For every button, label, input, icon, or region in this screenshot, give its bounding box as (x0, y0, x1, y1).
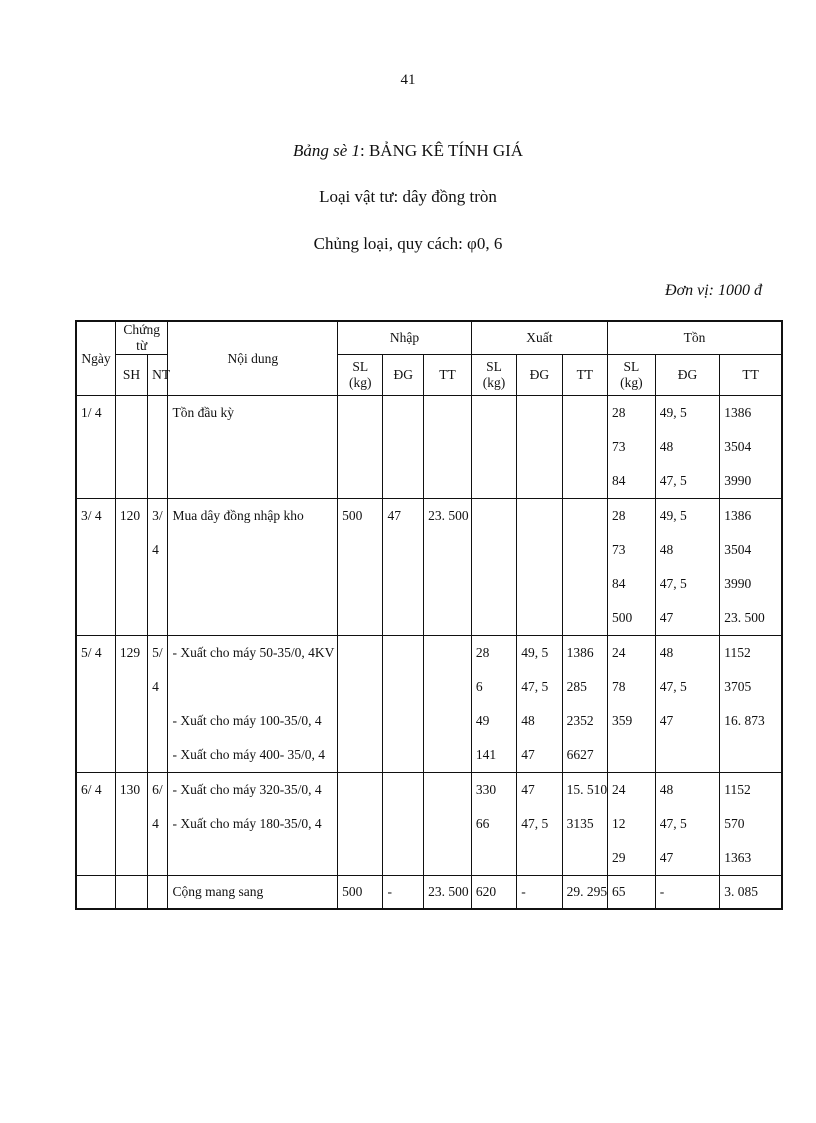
cell-ton-dg (655, 499, 720, 636)
cell-ngay (76, 773, 115, 876)
cell-line: 49 (475, 713, 490, 728)
cell-line: 47, 5 (659, 816, 687, 831)
cell-xuat-sl (471, 773, 516, 876)
total-xuat-tt: 29. 295 (562, 876, 607, 910)
cell-line: 3/ 4 (81, 508, 102, 523)
cell-line: 2352 (566, 713, 594, 728)
cell-nhap-dg (383, 636, 424, 773)
cell-xuat-sl (471, 396, 516, 499)
cell-line: 3135 (566, 816, 594, 831)
cell-line: 285 (566, 679, 587, 694)
cell-line: 5/ 4 (81, 645, 102, 660)
cell-nt (148, 499, 168, 636)
cell-line: 130 (119, 782, 141, 797)
cell-line (476, 499, 512, 533)
cell-sh (115, 499, 147, 636)
cell-line: 1386 (566, 645, 594, 660)
header-ton-tt: TT (720, 355, 782, 396)
cell-line: 141 (475, 747, 497, 762)
cell-line: 3/ (152, 508, 163, 523)
total-nhap-tt: 23. 500 (424, 876, 472, 910)
cell-line: 66 (475, 816, 490, 831)
cell-ton-dg (655, 396, 720, 499)
cell-line: 5/ (152, 645, 163, 660)
cell-line (387, 396, 419, 430)
cell-sh (115, 773, 147, 876)
total-nt (148, 876, 168, 910)
header-noi-dung: Nội dung (168, 321, 338, 396)
cell-line: 23. 500 (724, 610, 765, 625)
cell-line: 47, 5 (521, 679, 549, 694)
cell-sh (115, 636, 147, 773)
cell-line: 1386 (724, 405, 752, 420)
cell-line: 1152 (724, 645, 751, 660)
cell-nhap-sl (338, 499, 383, 636)
cell-line: 73 (612, 542, 626, 557)
unit-label: Đơn vị: 1000 đ (665, 282, 762, 299)
header-ton-dg: ĐG (655, 355, 720, 396)
cell-line: 1386 (724, 508, 752, 523)
header-sh: SH (115, 355, 147, 396)
title-separator: : (359, 141, 365, 160)
header-xuat: Xuất (471, 321, 607, 355)
header-ton-sl: SL (kg) (608, 355, 656, 396)
cell-line (387, 773, 419, 807)
cell-line: 29 (612, 850, 626, 865)
cell-line: 3705 (724, 679, 752, 694)
cell-nt (148, 773, 168, 876)
cell-line: 48 (659, 645, 674, 660)
cell-line: 28 (612, 405, 626, 420)
cell-line (342, 396, 378, 430)
cell-line: - Xuất cho máy 180-35/0, 4 (172, 816, 322, 831)
cell-line: 49, 5 (659, 508, 687, 523)
cell-ngay (76, 396, 115, 499)
cell-line: 49, 5 (521, 645, 549, 660)
cell-line: 120 (119, 508, 141, 523)
cell-line: 47 (387, 508, 401, 523)
cell-line: 1363 (724, 850, 752, 865)
table-row (76, 773, 782, 876)
cell-ton-sl (608, 499, 656, 636)
total-label: Cộng mang sang (168, 876, 338, 910)
cell-line (476, 396, 512, 430)
cell-noi-dung (168, 636, 338, 773)
cell-line: 1/ 4 (81, 405, 102, 420)
total-nhap-dg: - (383, 876, 424, 910)
cell-nhap-dg (383, 773, 424, 876)
cell-nhap-sl (338, 636, 383, 773)
header-xuat-sl: SL (kg) (471, 355, 516, 396)
cell-line: 47, 5 (521, 816, 549, 831)
header-ton: Tồn (608, 321, 782, 355)
header-nhap-sl: SL (kg) (338, 355, 383, 396)
cell-line: 6/ (152, 782, 163, 797)
cell-line: 23. 500 (428, 508, 469, 523)
cell-nhap-tt (424, 396, 472, 499)
cell-xuat-tt (562, 396, 607, 499)
pricing-ledger-table (75, 320, 783, 910)
header-chung-tu: Chứng từ (115, 321, 168, 355)
cell-line: 500 (612, 610, 633, 625)
cell-line: 3504 (724, 439, 752, 454)
material-subtitle: Loại vật tư: dây đồng tròn (319, 187, 497, 206)
cell-noi-dung (168, 773, 338, 876)
cell-xuat-dg (517, 636, 562, 773)
cell-line: 48 (659, 542, 674, 557)
cell-nhap-tt (424, 499, 472, 636)
cell-xuat-tt (562, 499, 607, 636)
header-xuat-tt: TT (562, 355, 607, 396)
cell-line: - Xuất cho máy 400- 35/0, 4 (172, 747, 326, 762)
cell-line: 129 (119, 645, 141, 660)
table-number: Bảng sè 1 (292, 141, 360, 160)
cell-line (342, 636, 378, 670)
total-sh (115, 876, 147, 910)
total-nhap-sl: 500 (338, 876, 383, 910)
cell-line: 15. 510 (566, 782, 608, 797)
table-row (76, 499, 782, 636)
cell-line (567, 499, 603, 533)
cell-line: 47, 5 (659, 679, 687, 694)
table-row (76, 636, 782, 773)
cell-noi-dung (168, 499, 338, 636)
cell-line (428, 636, 467, 670)
title-main: BẢNG KÊ TÍNH GIÁ (368, 141, 524, 160)
cell-line: 359 (612, 713, 633, 728)
cell-line: 47 (521, 782, 535, 797)
cell-nhap-tt (424, 773, 472, 876)
cell-line: 73 (612, 439, 626, 454)
cell-nhap-tt (424, 636, 472, 773)
cell-line: 570 (724, 816, 745, 831)
cell-line: 47 (659, 713, 674, 728)
cell-line: 47, 5 (659, 576, 687, 591)
cell-line: 24 (612, 645, 626, 660)
cell-line (387, 636, 419, 670)
cell-line: - Xuất cho máy 100-35/0, 4 (172, 713, 322, 728)
total-ton-dg: - (655, 876, 720, 910)
cell-line: 500 (342, 508, 363, 523)
cell-ton-sl (608, 636, 656, 773)
cell-ngay (76, 636, 115, 773)
total-ton-tt: 3. 085 (720, 876, 782, 910)
cell-ton-tt (720, 636, 782, 773)
cell-xuat-sl (471, 636, 516, 773)
ledger-body (76, 396, 782, 876)
cell-line: 28 (475, 645, 490, 660)
spec-subtitle: Chủng loại, quy cách: φ0, 6 (313, 234, 503, 253)
cell-line: 3504 (724, 542, 752, 557)
cell-ton-sl (608, 773, 656, 876)
cell-line: 6 (475, 679, 483, 694)
cell-line: 12 (612, 816, 626, 831)
cell-line: 24 (612, 782, 626, 797)
cell-line: Mua dây đồng nhập kho (172, 508, 304, 523)
cell-xuat-dg (517, 499, 562, 636)
cell-line (521, 499, 557, 533)
cell-line: - Xuất cho máy 320-35/0, 4 (172, 782, 322, 797)
cell-ngay (76, 499, 115, 636)
total-row (76, 876, 782, 910)
cell-line: Tồn đầu kỳ (172, 405, 234, 420)
cell-line: 84 (612, 473, 626, 488)
cell-ton-sl (608, 396, 656, 499)
cell-line: 6/ 4 (81, 782, 102, 797)
cell-line: - Xuất cho máy 50-35/0, 4KV (172, 645, 335, 660)
cell-line: 4 (152, 816, 159, 831)
cell-line: 4 (152, 542, 159, 557)
header-ngay: Ngày (76, 321, 115, 396)
total-ngay (76, 876, 115, 910)
cell-line: 16. 873 (724, 713, 765, 728)
total-xuat-dg: - (517, 876, 562, 910)
header-nhap: Nhập (338, 321, 472, 355)
cell-xuat-sl (471, 499, 516, 636)
cell-xuat-tt (562, 636, 607, 773)
cell-line: 47 (659, 850, 674, 865)
cell-ton-dg (655, 773, 720, 876)
cell-line: 47, 5 (659, 473, 687, 488)
cell-line: 6627 (566, 747, 594, 762)
cell-nhap-dg (383, 396, 424, 499)
header-xuat-dg: ĐG (517, 355, 562, 396)
cell-line (521, 396, 557, 430)
cell-sh (115, 396, 147, 499)
cell-xuat-dg (517, 396, 562, 499)
cell-line (342, 773, 378, 807)
cell-xuat-dg (517, 773, 562, 876)
cell-line: 47 (659, 610, 674, 625)
cell-line: 84 (612, 576, 626, 591)
header-nhap-tt: TT (424, 355, 472, 396)
cell-line: 3990 (724, 576, 752, 591)
cell-line: 47 (521, 747, 535, 762)
cell-line: 48 (659, 439, 674, 454)
cell-line (567, 396, 603, 430)
cell-line: 48 (659, 782, 674, 797)
cell-nt (148, 396, 168, 499)
cell-nhap-dg (383, 499, 424, 636)
cell-ton-dg (655, 636, 720, 773)
cell-line (428, 773, 467, 807)
cell-line: 78 (612, 679, 626, 694)
cell-line: 49, 5 (659, 405, 687, 420)
cell-line: 1152 (724, 782, 751, 797)
cell-line (120, 396, 143, 430)
cell-line (152, 396, 163, 430)
header-nhap-dg: ĐG (383, 355, 424, 396)
cell-line (172, 670, 333, 704)
cell-ton-tt (720, 396, 782, 499)
cell-line: 3990 (724, 473, 752, 488)
total-xuat-sl: 620 (471, 876, 516, 910)
total-ton-sl: 65 (608, 876, 656, 910)
cell-nhap-sl (338, 773, 383, 876)
header-nt: NT (148, 355, 168, 396)
cell-line: 28 (612, 508, 626, 523)
cell-nt (148, 636, 168, 773)
cell-xuat-tt (562, 773, 607, 876)
cell-noi-dung (168, 396, 338, 499)
document-title (0, 141, 816, 161)
cell-ton-tt (720, 773, 782, 876)
cell-line: 48 (521, 713, 535, 728)
cell-line: 4 (152, 679, 159, 694)
page-number: 41 (400, 72, 416, 88)
table-row (76, 396, 782, 499)
cell-line (428, 396, 467, 430)
cell-ton-tt (720, 499, 782, 636)
cell-line: 330 (475, 782, 497, 797)
cell-nhap-sl (338, 396, 383, 499)
